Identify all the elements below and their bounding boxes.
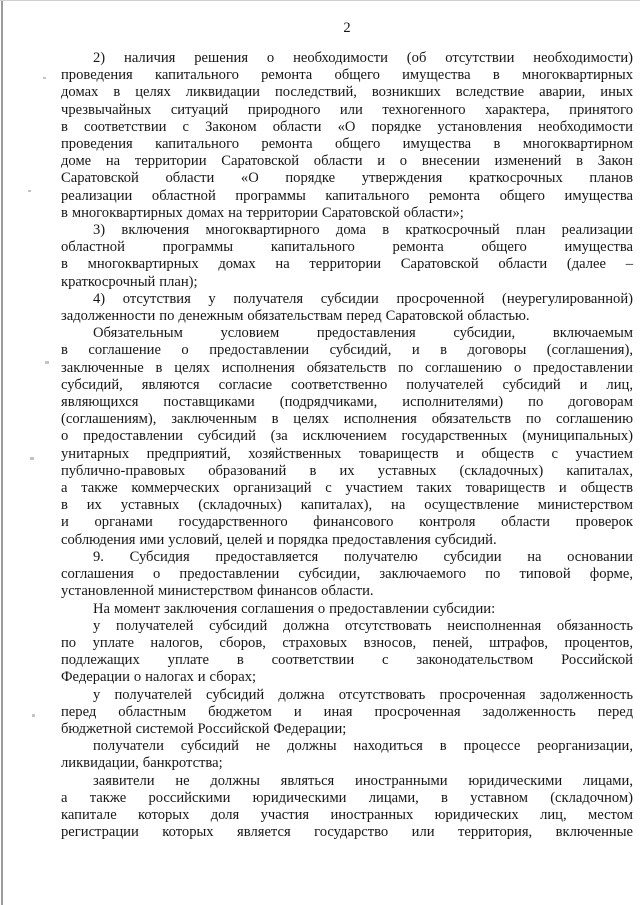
paragraph [61,325,633,549]
paragraph [61,222,633,291]
text-line: получатели субсидий не должны находиться в процессе реорганизации, [93,738,633,755]
text-block [61,50,633,841]
paragraph [61,618,633,687]
text-line: в многоквартирных домах на территории Саратовской области (далее – [61,256,633,273]
paragraph [61,687,633,739]
text-line: ликвидации, банкротства; [61,755,223,772]
text-line: На момент заключения соглашения о предоставлении субсидии: [93,600,496,617]
text-line: бюджетной системой Российской Федерации; [61,720,347,737]
text-line: заключенные в целях исполнения обязательств по соглашению о предоставлении [61,359,633,376]
text-line: домах в целях ликвидации последствий, возникших вследствие аварии, иных [61,84,633,101]
paragraph [61,738,633,772]
text-line: 9. Субсидия предоставляется получателю субсидии на основании [93,548,633,565]
scan-speck [43,77,46,79]
text-line: в соответствии с Законом области «О порядке установления необходимости [61,118,633,135]
text-line: Саратовской области «О порядке утверждения краткосрочных планов [61,170,633,187]
scan-speck [30,457,34,460]
text-line: краткосрочный план); [61,273,198,290]
paragraph [61,291,633,325]
paragraph [61,601,633,618]
text-line: у получателей субсидий должна отсутствовать просроченная задолженность [93,686,633,703]
text-line: в многоквартирных домах на территории Саратовской области»; [61,204,464,221]
text-line: Федерации о налогах и сборах; [61,669,257,686]
paragraph [61,549,633,601]
text-line: в соглашение о предоставлении субсидий, и в договоры (соглашения), [61,342,633,359]
text-line: регистрации которых является государство или территория, включенные [61,824,633,841]
text-line: 4) отсутствия у получателя субсидии просроченной (неурегулированной) [93,290,633,307]
text-line: и органами государственного финансового контроля области проверок [61,514,633,531]
text-line: о предоставлении субсидий (за исключением государственных (муниципальных) [61,428,633,445]
text-line: по уплате налогов, сборов, страховых взносов, пеней, штрафов, процентов, [61,634,633,651]
text-line: у получателей субсидий должна отсутствовать неисполненная обязанность [93,617,633,634]
text-line: капитале которых доля участия иностранных юридических лиц, местом [61,806,633,823]
scan-edge-top-line [0,0,640,1]
text-line: проведения капитального ремонта общего имущества в многоквартирных [61,67,633,84]
scan-speck [32,714,35,717]
text-line: унитарных предприятий, хозяйственных товариществ и обществ с участием [61,445,633,462]
text-line: областной программы капитального ремонта общего имущества [61,239,633,256]
text-line: Обязательным условием предоставления субсидии, включаемым [93,325,633,342]
text-line: субсидий, являются согласие соответственно получателей субсидий и лиц, [61,376,633,393]
paragraph [61,773,633,842]
paragraph [61,50,633,222]
text-line: а также российскими юридическими лицами, в уставном (складочном) [61,789,633,806]
text-line: задолженности по денежным обязательствам перед Саратовской областью. [61,308,530,325]
page-number: 2 [343,20,351,36]
text-line: проведения капитального ремонта общего имущества в многоквартирном [61,136,633,153]
text-line: 2) наличия решения о необходимости (об отсутствии необходимости) [93,50,633,66]
text-line: установленной министерством финансов области. [61,583,374,600]
text-line: заявители не должны являться иностранными юридическими лицами, [93,772,633,789]
text-line: 3) включения многоквартирного дома в краткосрочный план реализации [93,222,633,239]
text-line: соблюдения ими условий, целей и порядка предоставления субсидий. [61,531,497,548]
text-line: (соглашениям), заключенным в целях исполнения обязательств по соглашению [61,411,633,428]
text-line: а также коммерческих организаций с участием таких товариществ и обществ [61,480,633,497]
text-line: публично-правовых образований в их уставных (складочных) капиталах, [61,462,633,479]
text-line: соглашения о предоставлении субсидии, заключаемого по типовой форме, [61,566,633,583]
scan-edge-left-line [1,0,3,905]
text-line: перед областным бюджетом и иная просроченная задолженность перед [61,703,633,720]
text-line: реализации областной программы капитального ремонта общего имущества [61,187,633,204]
text-line: являющихся поставщиками (подрядчиками, исполнителями) по договорам [61,394,633,411]
text-line: чрезвычайных ситуаций природного или техногенного характера, принятого [61,101,633,118]
text-line: в их уставных (складочных) капиталах), на осуществление министерством [61,497,633,514]
text-line: подлежащих уплате в соответствии с законодательством Российской [61,652,633,669]
text-line: доме на территории Саратовской области и о внесении изменений в Закон [61,153,633,170]
scan-speck [45,361,49,364]
scan-speck [28,190,31,192]
